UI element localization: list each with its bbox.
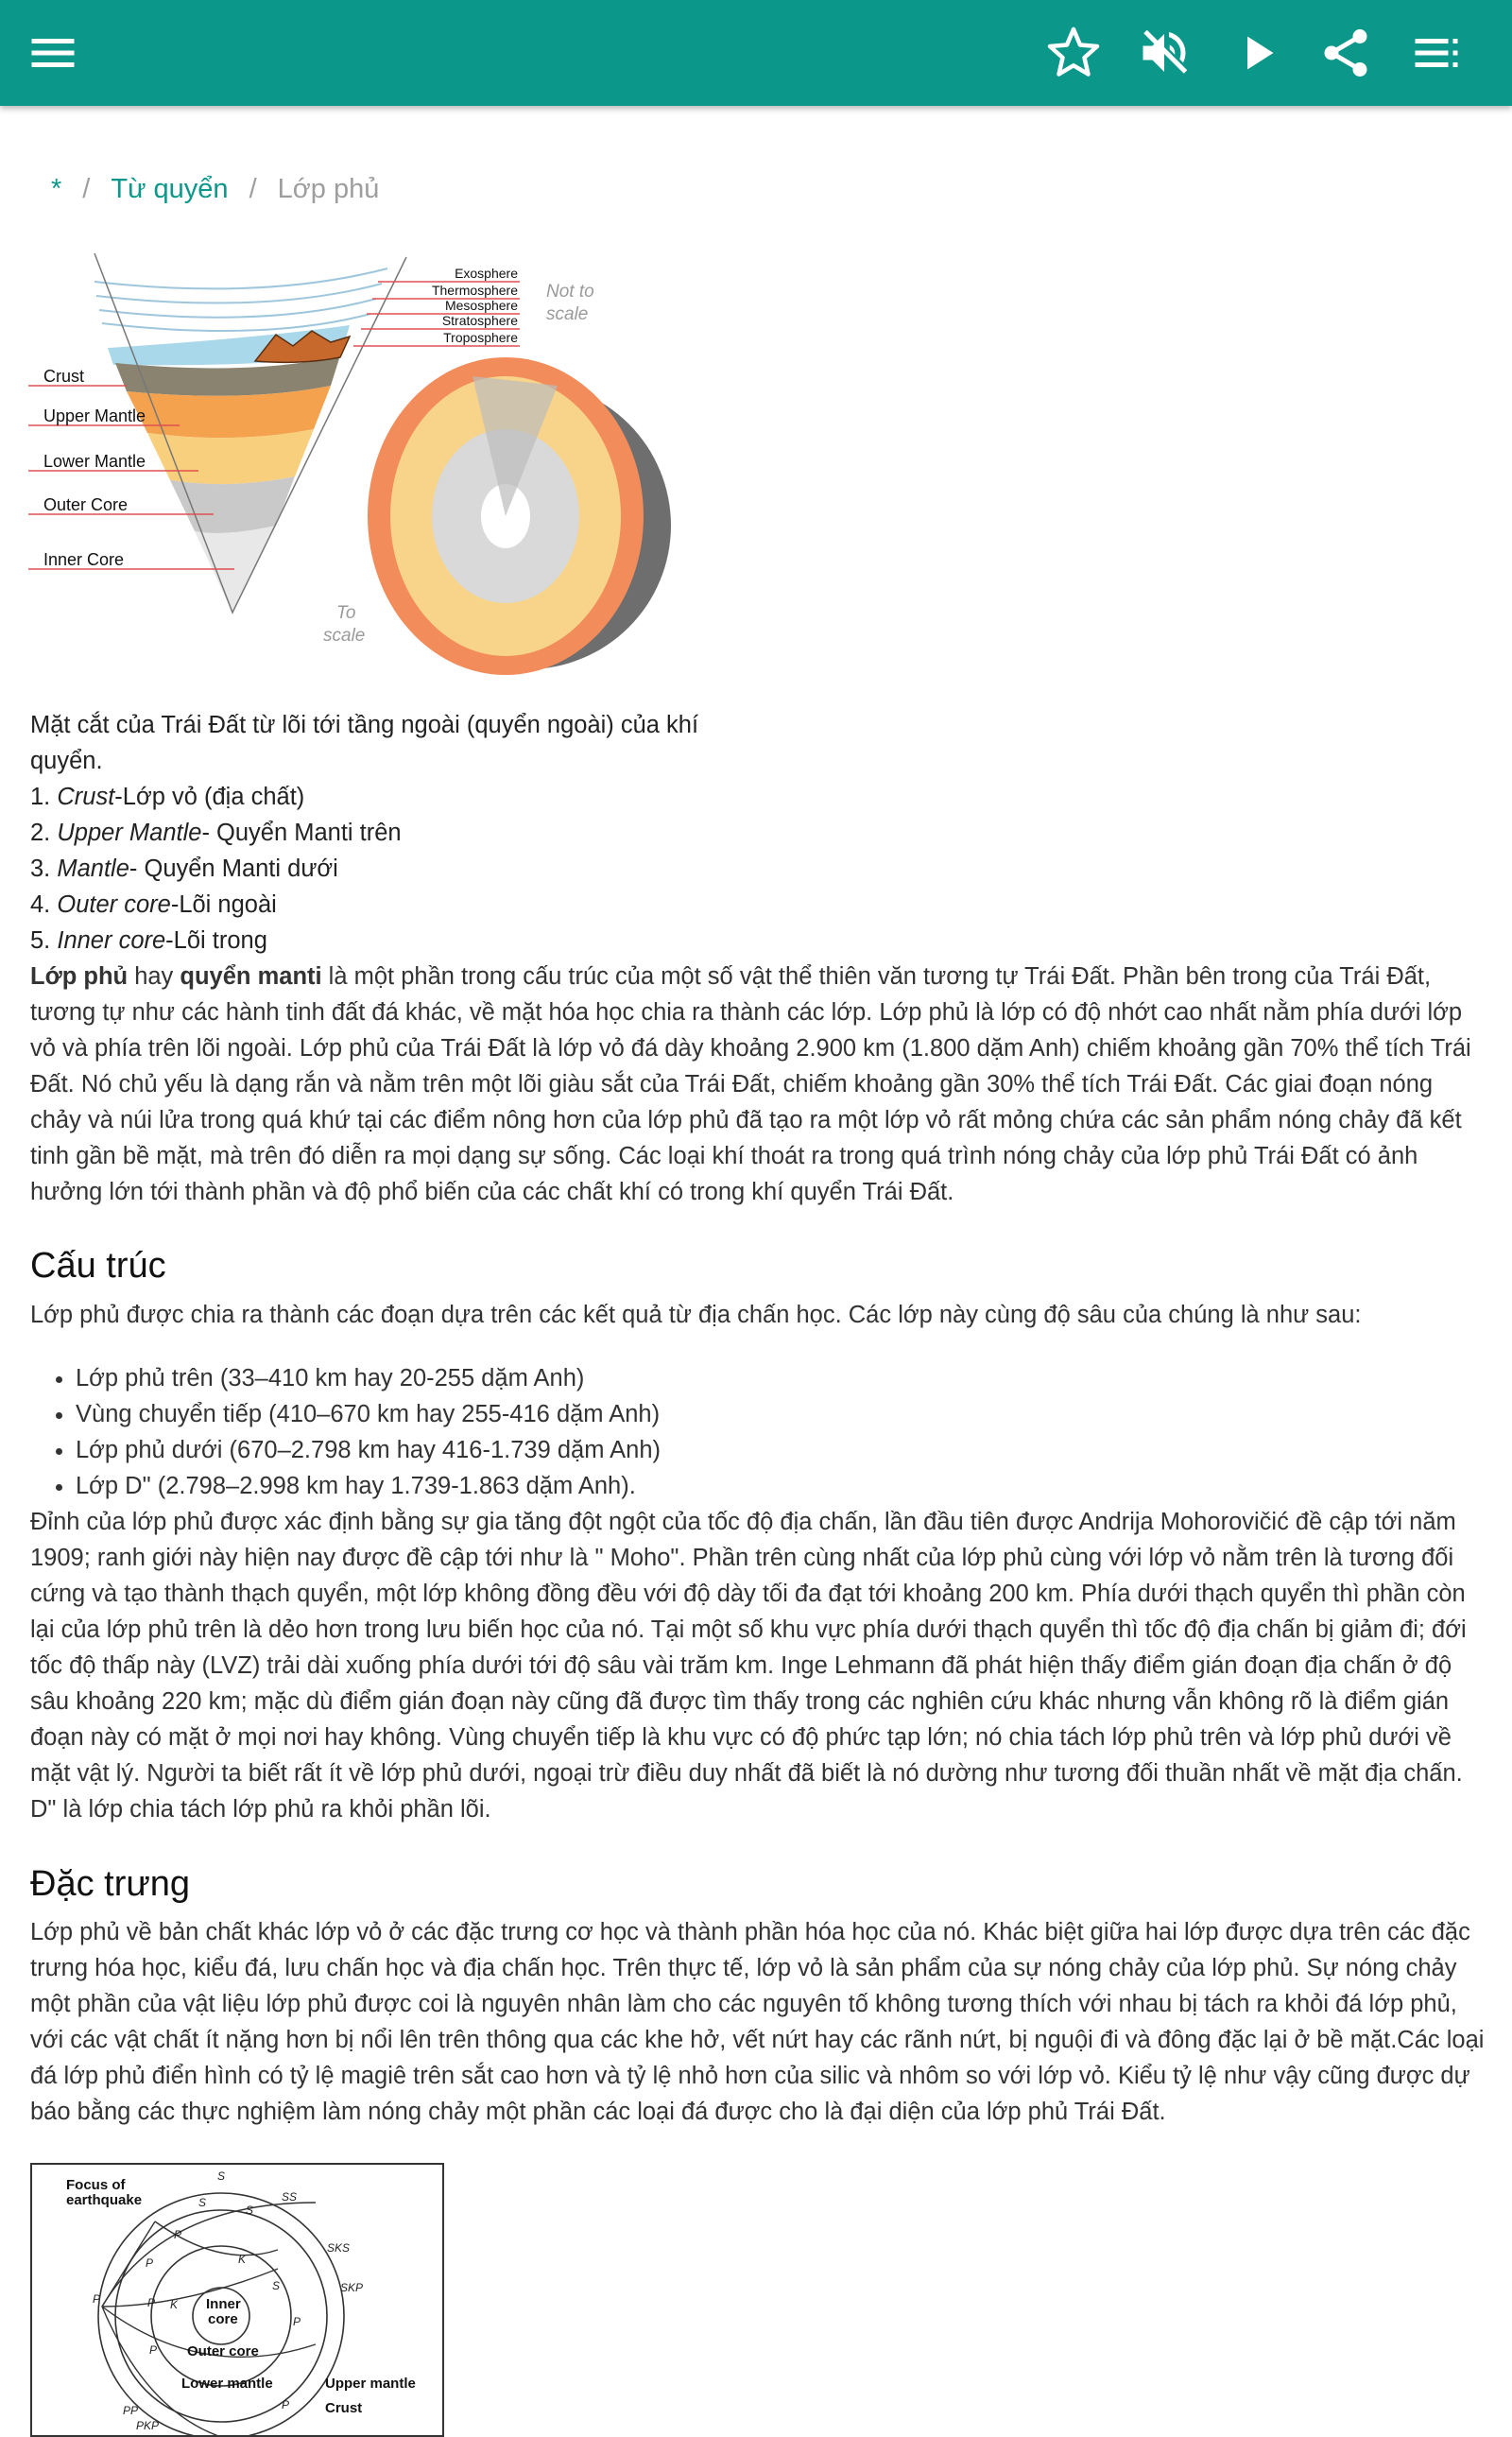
breadcrumb-root[interactable]: *	[51, 173, 62, 204]
label-stratosphere: Stratosphere	[441, 313, 518, 328]
list-item: • Lớp D" (2.798–2.998 km hay 1.739-1.863 dặm Anh).	[76, 1468, 661, 1504]
caption-item: 3. Mantle- Quyển Manti dưới	[30, 856, 338, 882]
not-to-scale-label: Not to	[546, 282, 594, 302]
wave-label: P	[146, 2256, 154, 2270]
wave-label: SKP	[340, 2281, 364, 2294]
caption-item: 1. Crust-Lớp vỏ (địa chất)	[30, 784, 305, 810]
figure-caption	[30, 707, 711, 959]
list-item: • Vùng chuyển tiếp (410–670 km hay 255-416 dặm Anh)	[76, 1396, 661, 1432]
section-heading-features: Đặc trưng	[30, 1864, 191, 1904]
caption-item: 5. Inner core-Lõi trong	[30, 927, 267, 954]
wave-label: S	[198, 2196, 207, 2209]
not-to-scale-label: scale	[546, 304, 589, 324]
mantle-layers-list	[30, 1360, 661, 1504]
lower-mantle-label: Lower mantle	[181, 2376, 273, 2392]
label-thermosphere: Thermosphere	[431, 283, 518, 298]
volume-off-icon[interactable]	[1136, 25, 1193, 81]
crust-label: Crust	[325, 2400, 363, 2416]
wave-label: P	[174, 2228, 182, 2241]
section-heading-structure: Cấu trúc	[30, 1246, 166, 1286]
to-scale-label: scale	[323, 626, 366, 646]
wave-label: PP	[123, 2404, 139, 2417]
label-lower-mantle: Lower Mantle	[43, 452, 146, 471]
breadcrumb-separator: /	[82, 173, 91, 204]
label-inner-core: Inner Core	[43, 550, 125, 569]
wave-label: P	[147, 2296, 156, 2309]
label-outer-core: Outer Core	[43, 495, 129, 514]
wave-label: K	[170, 2298, 179, 2311]
focus-label: earthquake	[66, 2192, 143, 2208]
wave-label: S	[246, 2204, 254, 2217]
earth-cross-section-image[interactable]	[28, 244, 690, 698]
outer-core-label: Outer core	[187, 2343, 259, 2359]
wave-label: P	[149, 2343, 158, 2357]
breadcrumb-parent[interactable]: Từ quyển	[111, 173, 229, 204]
play-icon[interactable]	[1228, 25, 1285, 81]
caption-item: 4. Outer core-Lõi ngoài	[30, 891, 277, 918]
label-upper-mantle: Upper Mantle	[43, 406, 146, 425]
upper-mantle-label: Upper mantle	[325, 2376, 416, 2392]
breadcrumb-current: Lớp phủ	[277, 173, 380, 204]
seismic-waves-image[interactable]	[30, 2163, 444, 2437]
label-mesosphere: Mesosphere	[444, 298, 518, 313]
wave-label: PKP	[136, 2419, 160, 2432]
features-body: Lớp phủ về bản chất khác lớp vỏ ở các đặc trưng cơ học và thành phần hóa học của nó. Khác biệt giữa hai lớp được dựa trên các đặc trưng hóa học, kiểu đá, lưu chấn học và địa chấn học. Trên thực tế, lớp vỏ là sản phẩm của sự nóng chảy của lớp phủ. Sự nóng chảy một phần của vật liệu lớp phủ được coi là nguyên nhân làm cho các nguyên tố không tương thích với nhau bị tách ra khỏi đá lớp phủ, với các vật chất ít nặng hơn bị nổi lên trên thông qua các khe hở, vết nứt hay các rãnh nứt, bị nguội đi và đông đặc lại ở bề mặt.Các loại đá lớp phủ điển hình có tỷ lệ magiê trên sắt cao hơn và tỷ lệ nhỏ hơn của silic và nhôm so với lớp vỏ. Kiểu tỷ lệ như vậy cũng được dự báo bằng các thực nghiệm làm nóng chảy một phần các loại đá được cho là đại diện của lớp phủ Trái Đất.	[30, 1919, 1485, 2125]
label-troposphere: Troposphere	[443, 330, 518, 345]
wave-label: S	[272, 2279, 281, 2292]
intro-paragraph: Lớp phủ hay quyển manti là một phần trong cấu trúc của một số vật thể thiên văn tương tự Trái Đất. Phần bên trong của Trái Đất, tương tự như các hành tinh đất đá khác, về mặt hóa học chia ra thành các lớp. Lớp phủ là lớp có độ nhớt cao nhất nằm phía dưới lớp vỏ và phía trên lõi ngoài. Lớp phủ của Trái Đất là lớp vỏ đá dày khoảng 2.900 km (1.800 dặm Anh) chiếm khoảng gần 70% thể tích Trái Đất. Nó chủ yếu là dạng rắn và nằm trên một lõi giàu sắt của Trái Đất, chiếm khoảng gần 30% thể tích Trái Đất. Các giai đoạn nóng chảy và núi lửa trong quá khứ tại các điểm nông hơn của lớp phủ đã tạo ra một lớp vỏ rất mỏng chứa các sản phẩm nóng chảy đã kết tinh gần bề mặt, mà trên đó diễn ra mọi dạng sự sống. Các loại khí thoát ra trong quá trình nóng chảy của lớp phủ Trái Đất có ảnh hưởng lớn tới thành phần và độ phổ biến của các chất khí có trong khí quyển Trái Đất.	[30, 963, 1471, 1205]
breadcrumb-separator: /	[249, 173, 257, 204]
share-icon[interactable]	[1317, 25, 1374, 81]
wave-label: S	[217, 2169, 226, 2183]
wave-label: P	[282, 2398, 290, 2411]
to-scale-label: To	[336, 603, 356, 623]
list-icon[interactable]	[1408, 25, 1465, 81]
list-item: • Lớp phủ trên (33–410 km hay 20-255 dặm Anh)	[76, 1360, 661, 1396]
wave-label: P	[93, 2292, 101, 2306]
structure-body: Đỉnh của lớp phủ được xác định bằng sự gia tăng đột ngột của tốc độ địa chấn, lần đầu tiên được Andrija Mohorovičić đề cập tới năm 1909; ranh giới này hiện nay được đề cập tới như là " Moho". Phần trên cùng nhất của lớp phủ cùng với lớp vỏ nằm trên là tương đối cứng và tạo thành thạch quyển, một lớp không đồng đều với độ dày tối đa đạt tới khoảng 200 km. Phía dưới thạch quyển thì phần còn lại của lớp phủ trên là dẻo hơn trong lưu biến học của nó. Tại một số khu vực phía dưới thạch quyển thì tốc độ địa chấn bị giảm đi; đới tốc độ thấp này (LVZ) trải dài xuống phía dưới tới độ sâu vài trăm km. Inge Lehmann đã phát hiện thấy điểm gián đoạn địa chấn ở độ sâu khoảng 220 km; mặc dù điểm gián đoạn này cũng đã được tìm thấy trong các nghiên cứu khác nhưng vẫn không rõ là điểm gián đoạn này có mặt ở mọi nơi hay không. Vùng chuyển tiếp là khu vực có độ phức tạp lớn; nó chia tách lớp phủ trên và lớp phủ dưới về mặt vật lý. Người ta biết rất ít về lớp phủ dưới, ngoại trừ điều duy nhất đã biết là nó dường như tương đối thuần nhất về mặt địa chấn. D" là lớp chia tách lớp phủ ra khỏi phần lõi.	[30, 1509, 1467, 1823]
label-crust: Crust	[43, 367, 85, 386]
wave-label: SKS	[327, 2241, 351, 2255]
breadcrumb	[51, 168, 379, 210]
star-icon[interactable]	[1045, 25, 1102, 81]
wave-label: K	[238, 2253, 247, 2266]
wave-label: SS	[282, 2190, 298, 2204]
inner-core-label: core	[208, 2311, 238, 2327]
structure-lead: Lớp phủ được chia ra thành các đoạn dựa trên các kết quả từ địa chấn học. Các lớp này cùng độ sâu của chúng là như sau:	[30, 1302, 1362, 1328]
focus-label: Focus of	[66, 2177, 126, 2193]
caption-item: 2. Upper Mantle- Quyển Manti trên	[30, 820, 402, 846]
label-exosphere: Exosphere	[455, 266, 518, 281]
list-item: • Lớp phủ dưới (670–2.798 km hay 416-1.739 dặm Anh)	[76, 1432, 661, 1468]
caption-intro: Mặt cắt của Trái Đất từ lõi tới tầng ngoài (quyển ngoài) của khí quyển.	[30, 712, 699, 774]
wave-label: P	[293, 2315, 301, 2328]
menu-icon[interactable]	[25, 25, 81, 81]
app-bar	[0, 0, 1512, 106]
inner-core-label: Inner	[206, 2296, 241, 2312]
